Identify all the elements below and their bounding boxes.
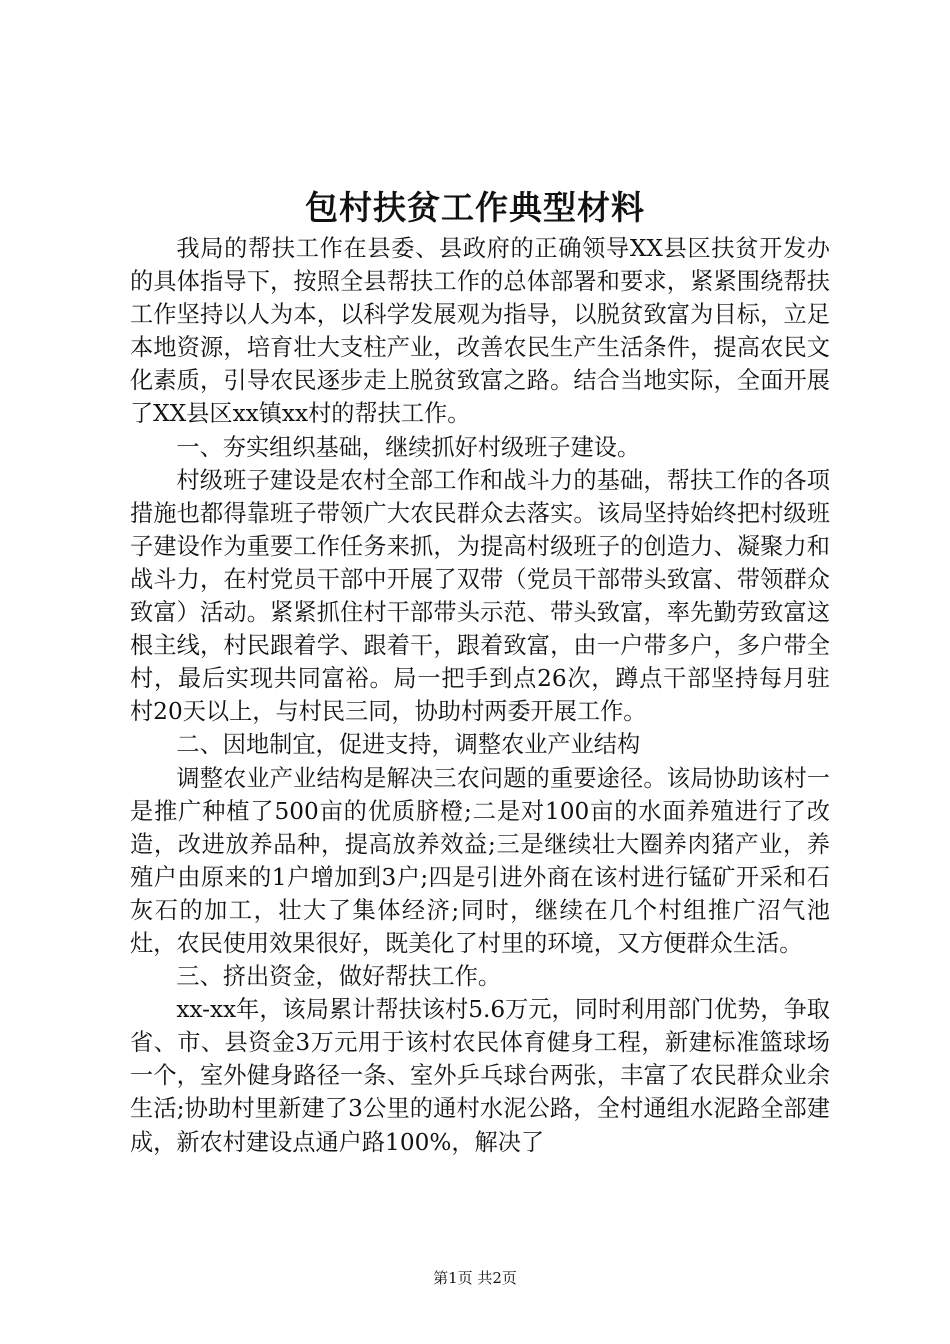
section-3-paragraph: xx-xx年，该局累计帮扶该村5.6万元，同时利用部门优势，争取省、市、县资金3万元用于该村农民体育健身工程，新建标准篮球场一个，室外健身路径一条、室外乒乓球台两张，丰富了农民群众业余生活;协助村里新建了3公里的通村水泥公路，全村通组水泥路全部建成，新农村建设点通户路100%，解决了 xyxy=(130,996,830,1156)
section-heading-1: 一、夯实组织基础，继续抓好村级班子建设。 xyxy=(176,433,641,461)
intro-paragraph: 我局的帮扶工作在县委、县政府的正确领导XX县区扶贫开发办的具体指导下，按照全县帮扶工作的总体部署和要求，紧紧围绕帮扶工作坚持以人为本，以科学发展观为指导，以脱贫致富为目标，立足本地资源，培育壮大支柱产业，改善农民生产生活条件，提高农民文化素质，引导农民逐步走上脱贫致富之路。结合当地实际，全面开展了XX县区xx镇xx村的帮扶工作。 xyxy=(130,235,830,428)
document-body xyxy=(130,232,830,1159)
section-heading-2: 二、因地制宜，促进支持，调整农业产业结构 xyxy=(176,731,641,759)
page-footer: 第1页 共2页 xyxy=(433,1269,517,1287)
section-2-paragraph: 调整农业产业结构是解决三农问题的重要途径。该局协助该村一是推广种植了500亩的优质脐橙;二是对100亩的水面养殖进行了改造，改进放养品种，提高放养效益;三是继续壮大圈养肉猪产业，养殖户由原来的1户增加到3户;四是引进外商在该村进行锰矿开采和石灰石的加工，壮大了集体经济;同时，继续在几个村组推广沼气池灶，农民使用效果很好，既美化了村里的环境，又方便群众生活。 xyxy=(130,764,830,957)
page-title: 包村扶贫工作典型材料 xyxy=(305,188,645,227)
section-heading-3: 三、挤出资金，做好帮扶工作。 xyxy=(176,963,502,991)
section-1-paragraph: 村级班子建设是农村全部工作和战斗力的基础，帮扶工作的各项措施也都得靠班子带领广大农民群众去落实。该局坚持始终把村级班子建设作为重要工作任务来抓，为提高村级班子的创造力、凝聚力和战斗力，在村党员干部中开展了双带（党员干部带头致富、带领群众致富）活动。紧紧抓住村干部带头示范、带头致富，率先勤劳致富这根主线，村民跟着学、跟着干，跟着致富，由一户带多户，多户带全村，最后实现共同富裕。局一把手到点26次，蹲点干部坚持每月驻村20天以上，与村民三同，协助村两委开展工作。 xyxy=(130,466,830,726)
